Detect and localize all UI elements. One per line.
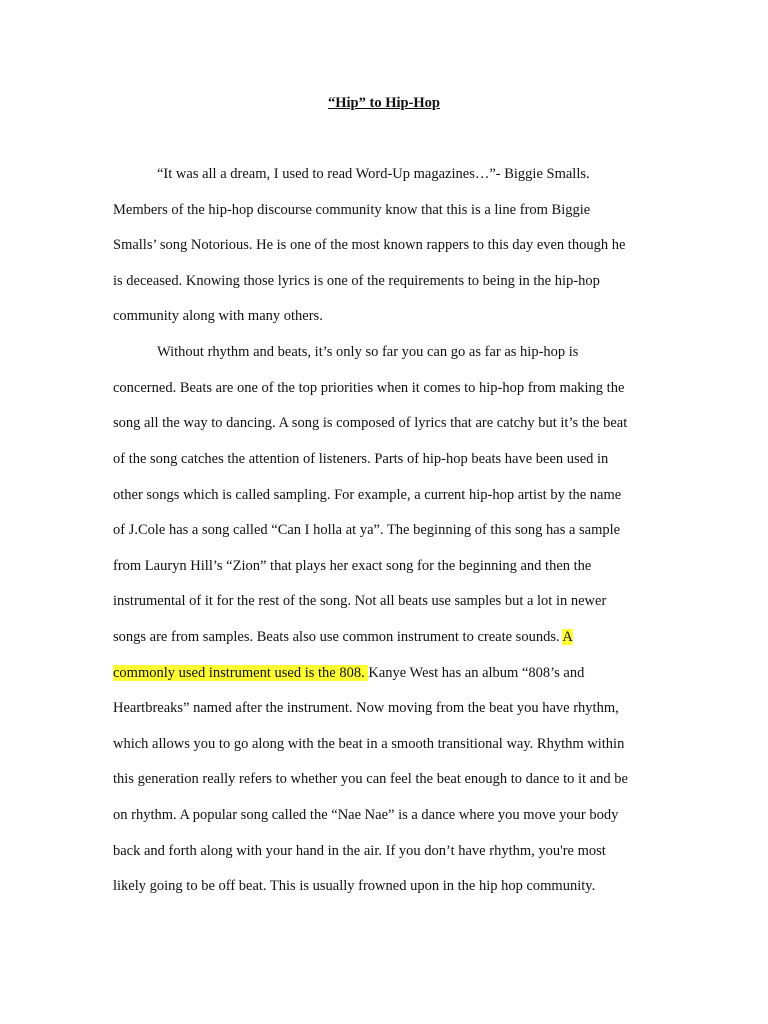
paragraph-2-line-12: which allows you to go along with the beat in a smooth transitional way. Rhythm within [113,736,625,752]
paragraph-2-line-2: concerned. Beats are one of the top priorities when it comes to hip-hop from making the [113,380,625,396]
highlighted-text: A [562,629,573,645]
highlighted-text: commonly used instrument used is the 808. [113,665,369,681]
paragraph-1-line-5: community along with many others. [113,308,323,324]
paragraph-2-line-7: from Lauryn Hill’s “Zion” that plays her exact song for the beginning and then the [113,558,592,574]
paragraph-2-line-1: Without rhythm and beats, it’s only so far you can go as far as hip-hop is [157,344,579,360]
paragraph-2-line-3: song all the way to dancing. A song is composed of lyrics that are catchy but it’s the beat [113,415,628,431]
document-title: “Hip” to Hip-Hop [328,95,440,111]
paragraph-2-line-6: of J.Cole has a song called “Can I holla at ya”. The beginning of this song has a sample [113,522,621,538]
paragraph-2-line-5: other songs which is called sampling. For example, a current hip-hop artist by the name [113,487,622,503]
paragraph-2-line-8: instrumental of it for the rest of the song. Not all beats use samples but a lot in newer [113,593,607,609]
paragraph-1-line-3: Smalls’ song Notorious. He is one of the most known rappers to this day even though he [113,237,626,253]
line-9-text: songs are from samples. Beats also use common instrument to create sounds. [113,629,563,645]
paragraph-2-line-10 [113,663,584,683]
paragraph-2-line-4: of the song catches the attention of listeners. Parts of hip-hop beats have been used in [113,451,609,467]
paragraph-1-line-2: Members of the hip-hop discourse community know that this is a line from Biggie [113,202,591,218]
paragraph-2-line-9 [113,627,573,647]
paragraph-2-line-11: Heartbreaks” named after the instrument. Now moving from the beat you have rhythm, [113,700,619,716]
paragraph-2-line-14: on rhythm. A popular song called the “Nae Nae” is a dance where you move your body [113,807,619,823]
line-10-text: Kanye West has an album “808’s and [368,665,585,681]
paragraph-2-line-16: likely going to be off beat. This is usually frowned upon in the hip hop community. [113,878,596,894]
paragraph-1-line-1: “It was all a dream, I used to read Word-Up magazines…”- Biggie Smalls. [157,166,590,182]
paragraph-2-line-15: back and forth along with your hand in the air. If you don’t have rhythm, you're most [113,843,606,859]
paragraph-1-line-4: is deceased. Knowing those lyrics is one of the requirements to being in the hip-hop [113,273,600,289]
paragraph-2-line-13: this generation really refers to whether you can feel the beat enough to dance to it and be [113,771,628,787]
